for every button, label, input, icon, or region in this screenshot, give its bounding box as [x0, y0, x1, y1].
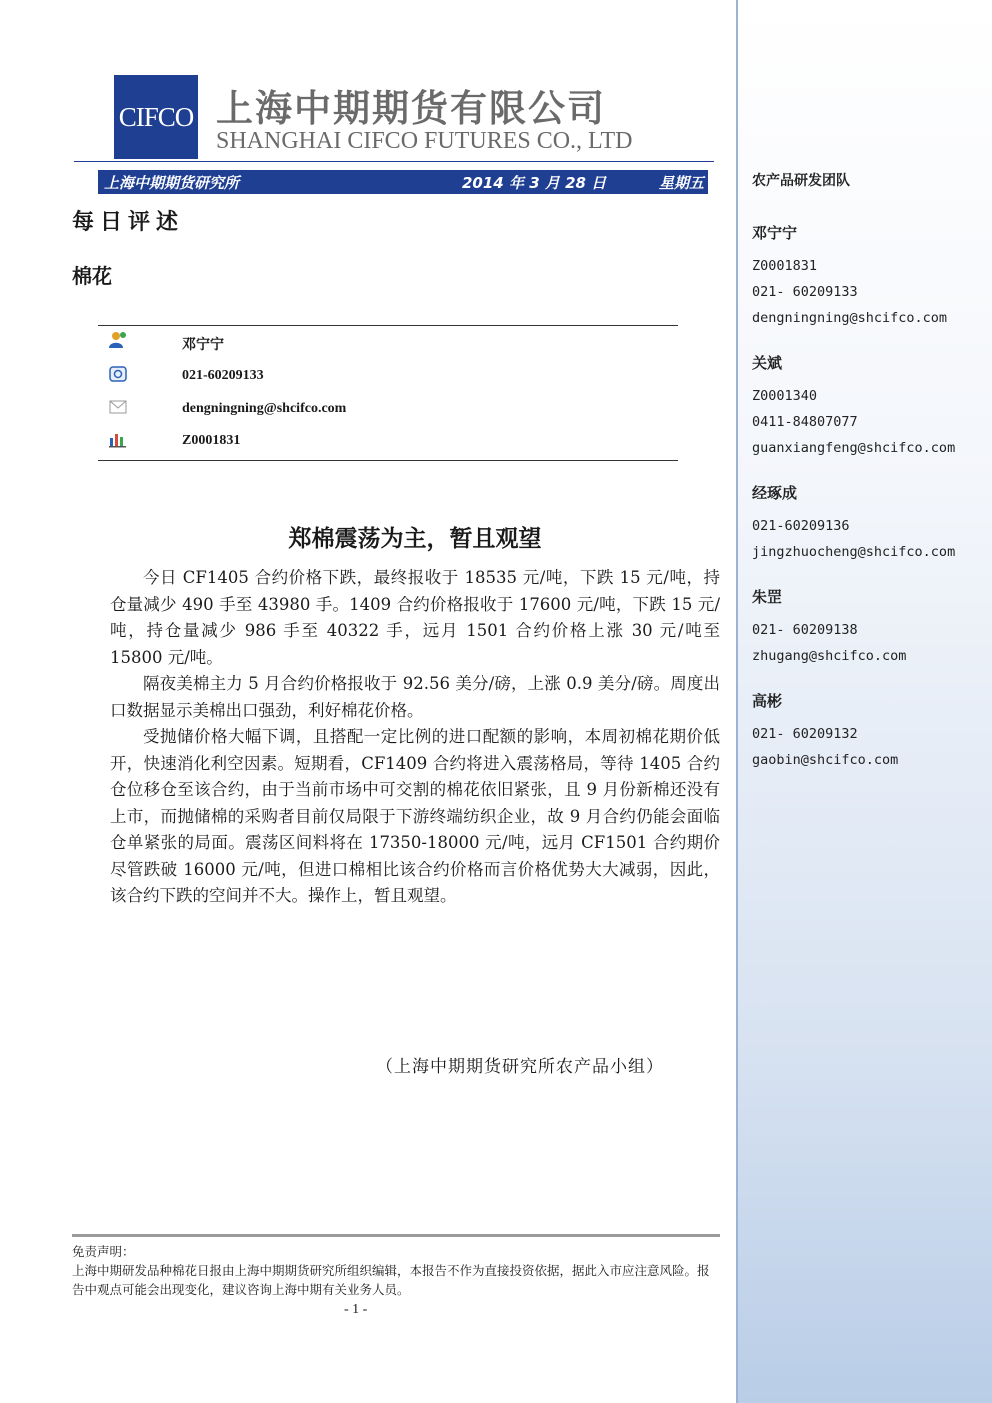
author-email-row — [98, 397, 678, 427]
envelope-icon — [108, 397, 128, 417]
institute-name: 上海中期期货研究所 — [104, 174, 240, 192]
contact-phone: 021- 60209132 — [752, 726, 858, 742]
sidebar-heading: 农产品研发团队 — [752, 173, 850, 189]
contact-email[interactable]: gaobin@shcifco.com — [752, 752, 899, 768]
report-weekday: 星期五 — [658, 174, 704, 192]
contact-email[interactable]: guanxiangfeng@shcifco.com — [752, 440, 956, 456]
person-icon — [108, 330, 128, 350]
report-title-bar — [98, 170, 708, 194]
report-date: 2014 年 3 月 28 日 — [462, 174, 607, 192]
contact-name: 经琢成 — [752, 484, 798, 502]
author-license-row — [98, 429, 678, 459]
contact-email[interactable]: jingzhuocheng@shcifco.com — [752, 544, 956, 560]
disclaimer-label: 免责声明： — [72, 1244, 135, 1259]
author-name-row — [98, 330, 678, 360]
author-phone: 021-60209133 — [182, 368, 264, 383]
author-info-box — [98, 325, 678, 461]
contact-phone: 021-60209136 — [752, 518, 850, 534]
sidebar-contact — [752, 222, 947, 331]
contact-license: Z0001831 — [752, 258, 818, 274]
author-license: Z0001831 — [182, 433, 241, 448]
author-phone-row — [98, 364, 678, 394]
article-signature: （上海中期期货研究所农产品小组） — [376, 1057, 664, 1077]
sidebar-contact — [752, 690, 898, 773]
contact-phone: 021- 60209133 — [752, 284, 858, 300]
contact-email[interactable]: dengningning@shcifco.com — [752, 310, 948, 326]
section-title: 每日评述 — [72, 210, 185, 235]
article-paragraph: 今日 CF1405 合约价格下跌，最终报收于 18535 元/吨，下跌 15 元/吨，持仓量减少 490 手至 43980 手。1409 合约价格报收于 17600 元/吨，下跌 15 元/吨，持仓量减少 986 手至 40322 手，远月 1501 合约价格上涨 30 元/吨至 15800 元/吨。 — [110, 568, 720, 667]
author-name: 邓宁宁 — [182, 338, 224, 353]
contact-phone: 021- 60209138 — [752, 622, 858, 638]
contact-name: 高彬 — [752, 692, 783, 710]
disclaimer — [72, 1242, 720, 1299]
header-divider — [74, 161, 714, 162]
sidebar-contact — [752, 586, 906, 669]
contact-email[interactable]: zhugang@shcifco.com — [752, 648, 907, 664]
contact-license: Z0001340 — [752, 388, 818, 404]
sidebar-contact — [752, 352, 955, 461]
contact-name: 邓宁宁 — [752, 224, 798, 242]
contact-name: 朱罡 — [752, 588, 783, 606]
research-team-sidebar — [736, 0, 992, 1403]
category-title: 棉花 — [72, 264, 112, 288]
cifco-logo: CIFCO — [114, 75, 198, 159]
footer-divider — [72, 1234, 720, 1237]
phone-icon — [108, 364, 128, 384]
article-title: 郑棉震荡为主，暂且观望 — [288, 526, 542, 552]
author-email[interactable]: dengningning@shcifco.com — [182, 401, 347, 416]
article-body — [110, 565, 720, 910]
article-paragraph: 受抛储价格大幅下调，且搭配一定比例的进口配额的影响，本周初棉花期价低开，快速消化利空因素。短期看，CF1409 合约将进入震荡格局，等待 1405 合约仓位移仓至该合约，由于当前市场中可交割的棉花依旧紧张，且 9 月份新棉还没有上市，而抛储棉的采购者目前仅局限于下游终端纺织企业，故 9 月合约仍能会面临仓单紧张的局面。震荡区间料将在 17350-18000 元/吨，远月 CF1501 合约期价尽管跌破 16000 元/吨，但进口棉相比该合约价格而言价格优势大大减弱，因此，该合约下跌的空间并不大。操作上，暂且观望。 — [110, 727, 720, 905]
page-number: - 1 - — [344, 1302, 368, 1317]
chart-icon — [108, 429, 128, 449]
contact-phone: 0411-84807077 — [752, 414, 858, 430]
company-name-cn: 上海中期期货有限公司 — [216, 87, 606, 130]
article-paragraph: 隔夜美棉主力 5 月合约价格报收于 92.56 美分/磅，上涨 0.9 美分/磅。周度出口数据显示美棉出口强劲，利好棉花价格。 — [110, 674, 720, 720]
contact-name: 关斌 — [752, 354, 783, 372]
disclaimer-text: 上海中期研发品种棉花日报由上海中期期货研究所组织编辑，本报告不作为直接投资依据，据此入市应注意风险。报告中观点可能会出现变化，建议咨询上海中期有关业务人员。 — [72, 1263, 710, 1297]
company-name-en: SHANGHAI CIFCO FUTURES CO., LTD — [216, 128, 633, 154]
